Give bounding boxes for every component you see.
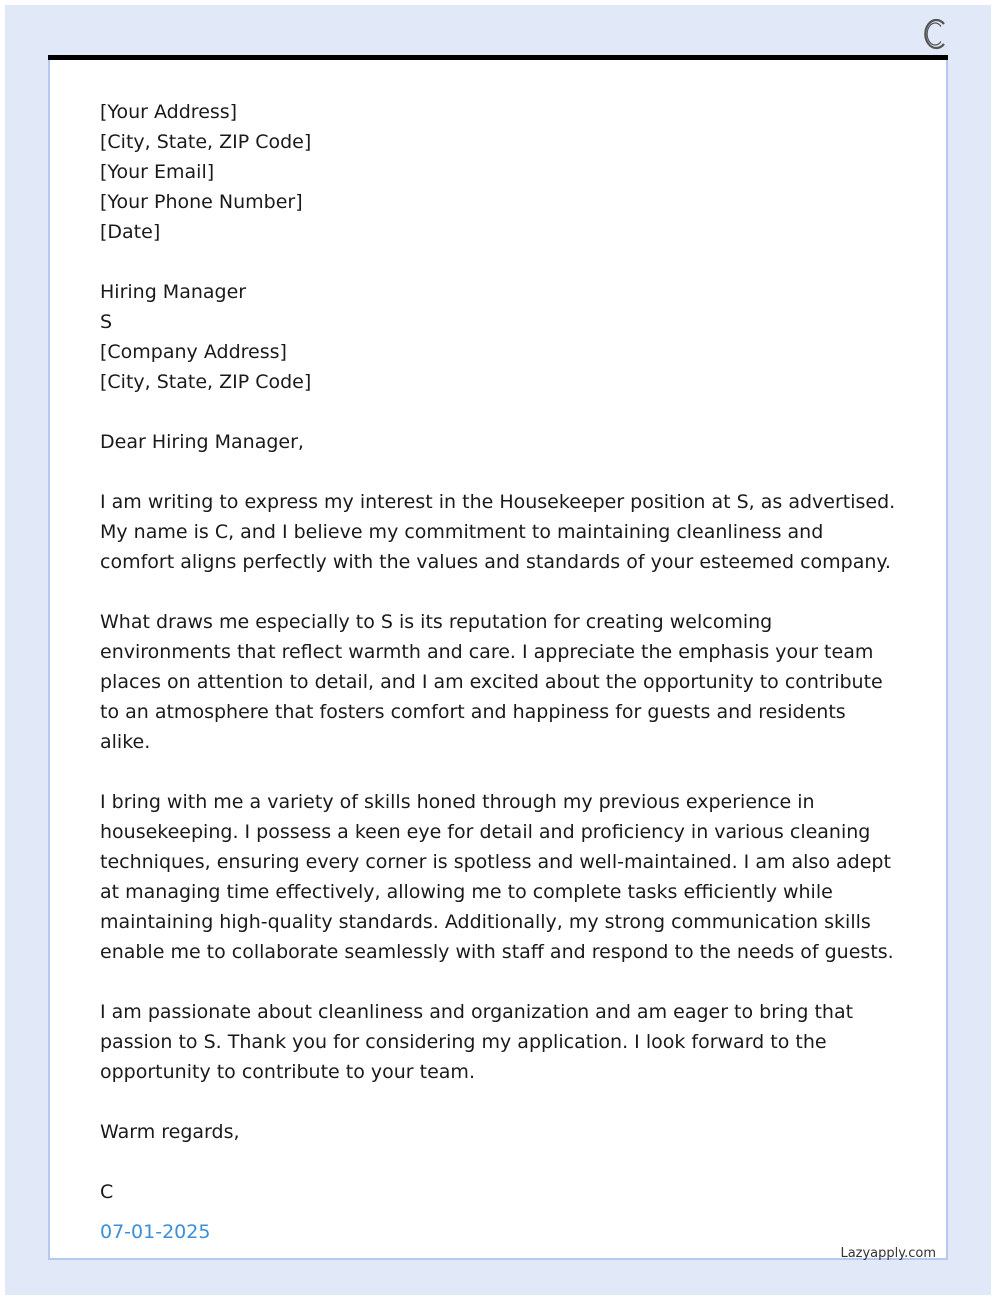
recipient-company-address: [Company Address] [100,341,287,363]
sender-block [100,97,900,247]
sender-date: [Date] [100,221,161,243]
recipient-block [100,277,900,397]
sender-phone: [Your Phone Number] [100,191,303,213]
sender-city-state-zip: [City, State, ZIP Code] [100,131,312,153]
paragraph-skills: I bring with me a variety of skills honed through my previous experience in housekeeping. I possess a keen eye for detail and proficiency in various cleaning techniques, ensuring every corner is spotless and well-maintained. I am also adept at managing time effectively, allowing me to complete tasks efficiently while maintaining high-quality standards. Additionally, my strong communication skills enable me to collaborate seamlessly with staff and respond to the needs of guests. [100,791,894,963]
signature: C [100,1181,114,1203]
footer-date: 07-01-2025 [100,1221,211,1243]
letter-body [100,97,900,1207]
paragraph-motivation: What draws me especially to S is its reputation for creating welcoming environments that reflect warmth and care. I appreciate the emphasis your team places on attention to detail, and I am excited about the opportunity to contribute to an atmosphere that fosters comfort and happiness for guests and residents alike. [100,611,883,753]
recipient-title: Hiring Manager [100,281,247,303]
header-rule [48,55,948,60]
recipient-city-state-zip: [City, State, ZIP Code] [100,371,312,393]
paragraph-closing: I am passionate about cleanliness and organization and am eager to bring that passion to S. Thank you for considering my application. I look forward to the opportunity to contribute to your team. [100,1001,854,1083]
sender-address: [Your Address] [100,101,238,123]
recipient-company: S [100,311,113,333]
watermark[interactable]: Lazyapply.com [840,1246,936,1261]
paragraph-intro: I am writing to express my interest in the Housekeeper position at S, as advertised. My name is C, and I believe my commitment to maintaining cleanliness and comfort aligns perfectly with the values and standards of your esteemed company. [100,491,896,573]
sender-email: [Your Email] [100,161,215,183]
closing: Warm regards, [100,1121,240,1143]
c-logo-icon [920,14,948,54]
salutation: Dear Hiring Manager, [100,431,304,453]
